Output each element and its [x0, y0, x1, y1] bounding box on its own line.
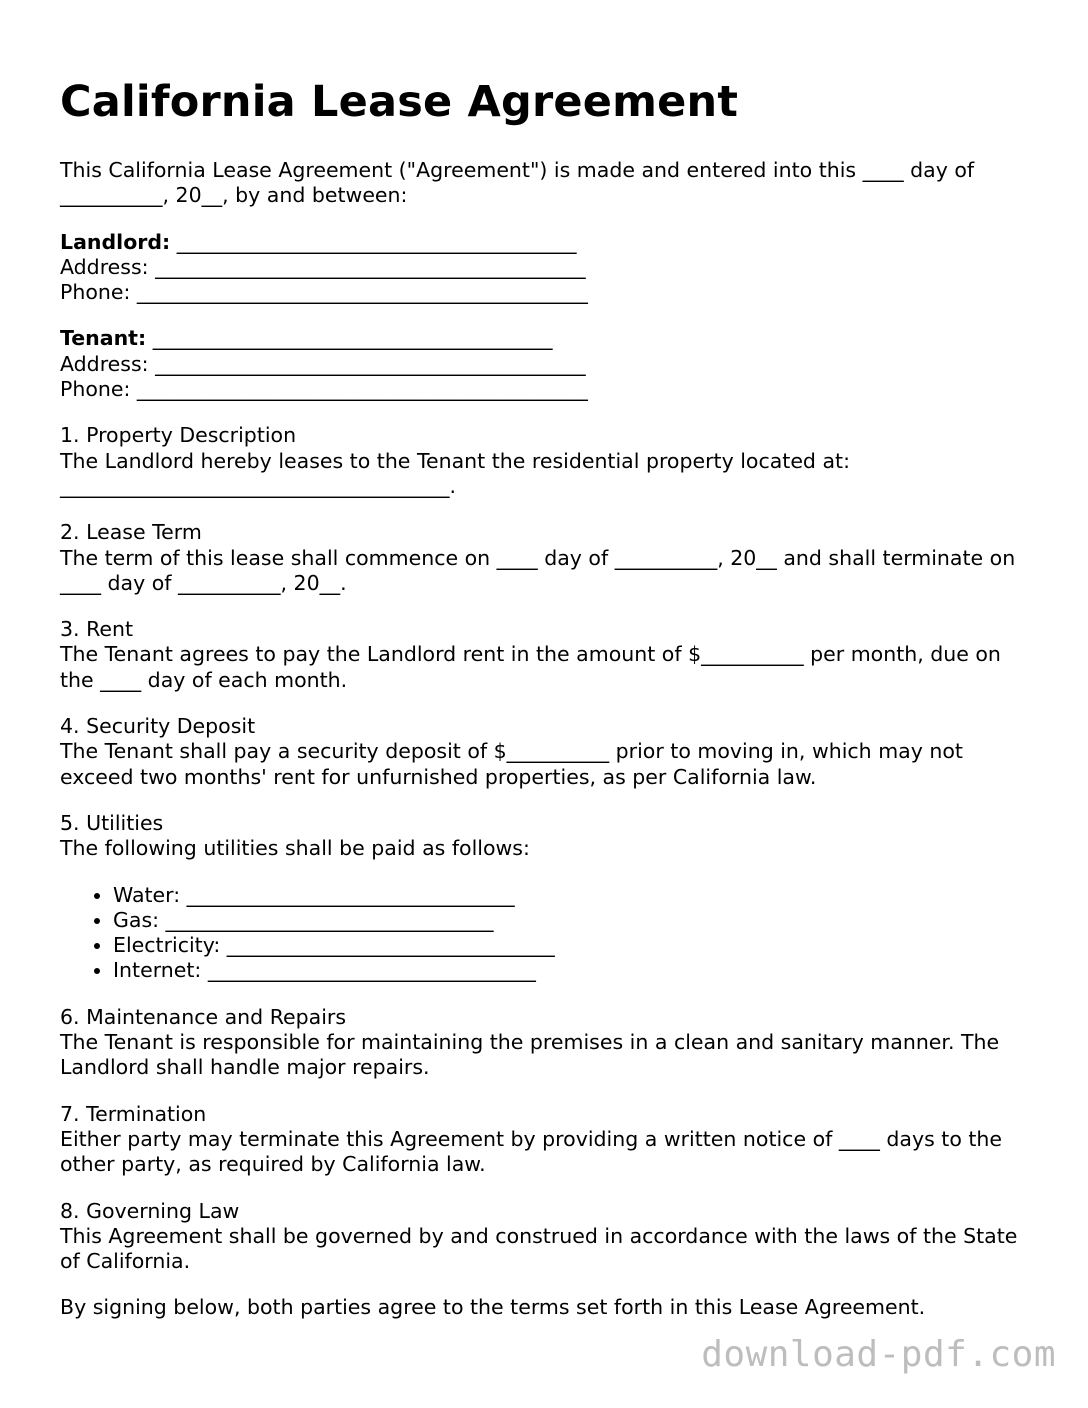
- utility-gas-item: • Gas: ________________________________: [113, 908, 1035, 933]
- closing-statement: By signing below, both parties agree to the terms set forth in this Lease Agreement.: [60, 1295, 926, 1320]
- landlord-label: Landlord:: [60, 229, 171, 254]
- tenant-name-line: [60, 326, 1035, 351]
- section-body: The Tenant agrees to pay the Landlord rent in the amount of $__________ per month, due on the ____ day of each month.: [60, 642, 1001, 692]
- utility-internet-item: • Internet: ________________________________: [113, 958, 1035, 983]
- section-heading: 5. Utilities: [60, 810, 164, 835]
- landlord-name-blank: _______________________________________: [170, 229, 577, 254]
- section-security-deposit: [60, 714, 1035, 790]
- document-title: California Lease Agreement: [60, 77, 739, 127]
- section-heading: 1. Property Description: [60, 423, 297, 448]
- utilities-list: [60, 883, 1035, 984]
- landlord-phone-line: Phone: ____________________________________________: [60, 280, 588, 305]
- utility-water-item: • Water: ________________________________: [113, 883, 1035, 908]
- section-body: The following utilities shall be paid as follows:: [60, 836, 530, 861]
- tenant-label: Tenant:: [60, 326, 147, 351]
- section-body: Either party may terminate this Agreement by providing a written notice of ____ days to the other party, as required by California law.: [60, 1126, 1003, 1177]
- section-rent: [60, 617, 1035, 693]
- tenant-address-line: Address: __________________________________________: [60, 351, 586, 376]
- section-body: The Landlord hereby leases to the Tenant the residential property located at: ______________________________________.: [60, 448, 850, 498]
- section-body: This Agreement shall be governed by and construed in accordance with the laws of the State of California.: [60, 1223, 1018, 1274]
- tenant-block: [60, 326, 1035, 402]
- landlord-name-line: [60, 230, 1035, 255]
- section-heading: 6. Maintenance and Repairs: [60, 1004, 347, 1029]
- section-body: The term of this lease shall commence on ____ day of __________, 20__ and shall terminate on ____ day of __________, 20__.: [60, 545, 1016, 595]
- landlord-block: [60, 230, 1035, 306]
- tenant-name-blank: _______________________________________: [146, 326, 553, 351]
- watermark-text: download-pdf.com: [701, 1334, 1056, 1375]
- section-heading: 7. Termination: [60, 1101, 207, 1126]
- section-body: The Tenant shall pay a security deposit of $__________ prior to moving in, which may not exceed two months' rent for unfurnished properties, as per California law.: [60, 739, 963, 789]
- utility-electricity-item: • Electricity: ________________________________: [113, 933, 1035, 958]
- section-property-description: [60, 423, 1035, 499]
- lease-document: [60, 72, 1035, 1342]
- section-heading: 3. Rent: [60, 617, 134, 642]
- tenant-phone-line: Phone: ____________________________________________: [60, 377, 588, 402]
- section-body: The Tenant is responsible for maintaining the premises in a clean and sanitary manner. The Landlord shall handle major repairs.: [60, 1030, 1000, 1080]
- section-heading: 4. Security Deposit: [60, 714, 256, 739]
- section-heading: 2. Lease Term: [60, 520, 202, 545]
- section-lease-term: [60, 520, 1035, 596]
- section-heading: 8. Governing Law: [60, 1198, 240, 1223]
- section-governing-law: [60, 1199, 1035, 1275]
- landlord-address-line: Address: __________________________________________: [60, 254, 586, 279]
- section-utilities: [60, 811, 1035, 862]
- intro-paragraph: This California Lease Agreement ("Agreement") is made and entered into this ____ day of __________, 20__, by and between:: [60, 158, 975, 208]
- section-termination: [60, 1102, 1035, 1178]
- section-maintenance-repairs: [60, 1005, 1035, 1081]
